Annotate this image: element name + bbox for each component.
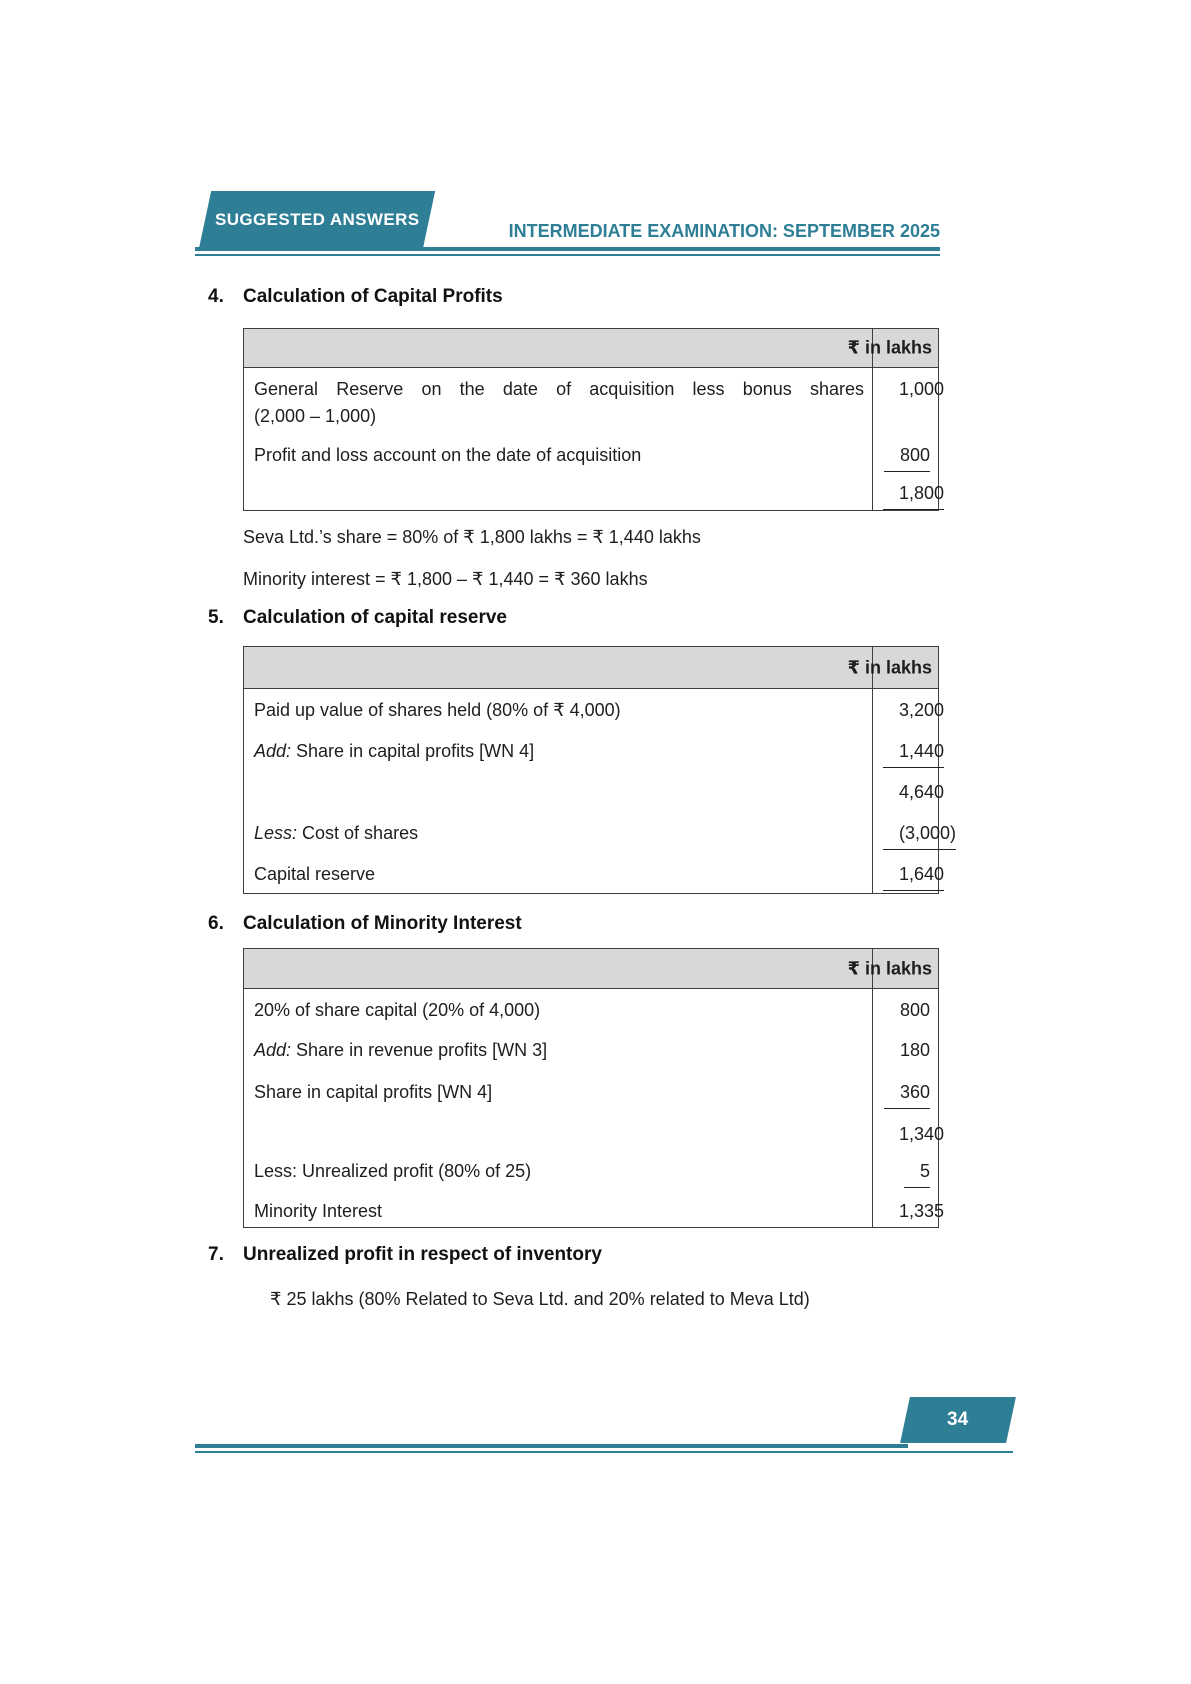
amount-unit-label: ₹ in lakhs [847, 958, 932, 978]
amount-underlined: (3,000) [883, 820, 956, 850]
row-label-text: 20% of share capital (20% of 4,000) [254, 1000, 541, 1020]
amount-underlined: 1,440 [883, 738, 944, 768]
row-label-text: Share in capital profits [WN 4] [296, 740, 535, 761]
table-header-row [244, 949, 939, 989]
amount: 1,000 [899, 379, 945, 399]
amount-underlined: 5 [904, 1158, 930, 1188]
minority-interest-note: Minority interest = ₹ 1,800 – ₹ 1,440 = ₹ 360 lakhs [243, 569, 648, 589]
amount-unit-label: ₹ in lakhs [847, 657, 932, 677]
table-row [244, 1150, 939, 1190]
unrealized-profit-note: ₹ 25 lakhs (80% Related to Seva Ltd. and 20% related to Meva Ltd) [270, 1289, 810, 1309]
amount: 180 [899, 1039, 930, 1060]
footer-rule-thick [195, 1444, 908, 1448]
row-label-text: Minority Interest [254, 1200, 383, 1221]
page-number: 34 [947, 1409, 969, 1430]
row-value [873, 689, 945, 730]
table-row [244, 434, 939, 472]
section-heading-minority-interest [208, 913, 522, 935]
amount: 4,640 [899, 781, 945, 802]
section-heading-unrealized-profit [208, 1244, 602, 1266]
row-label-text: Share in capital profits [WN 4] [254, 1081, 493, 1102]
amount-underlined: 360 [884, 1079, 930, 1109]
row-label [244, 730, 873, 771]
row-label [244, 434, 873, 472]
table-row [244, 1071, 939, 1113]
row-label-text: Capital reserve [254, 863, 376, 884]
table-row-subtotal [244, 1113, 939, 1150]
page-number-badge [900, 1397, 1016, 1443]
row-label [244, 368, 873, 434]
row-label [244, 1190, 873, 1228]
section-title: Calculation of Capital Profits [243, 286, 503, 307]
section-heading-capital-reserve [208, 607, 507, 629]
row-value [873, 989, 939, 1029]
row-label [244, 812, 873, 853]
row-value [873, 812, 957, 853]
row-label-line1: General Reserve on the date of acquisition less bonus shares [254, 379, 864, 399]
row-label-line2: (2,000 – 1,000) [254, 406, 377, 426]
table-row [244, 689, 939, 730]
table-header-row [244, 329, 939, 368]
row-value [873, 1190, 945, 1228]
row-label [244, 1150, 873, 1190]
row-label [244, 989, 873, 1029]
capital-reserve-table [243, 646, 957, 894]
header-cell-amount [847, 647, 939, 689]
row-label-text: Share in revenue profits [WN 3] [296, 1039, 548, 1060]
amount: 800 [899, 1000, 930, 1020]
amount-underlined: 1,640 [883, 861, 944, 891]
row-value [873, 1029, 939, 1071]
row-label-text: Cost of shares [302, 822, 419, 843]
table-row-total [244, 472, 939, 511]
amount-underlined: 1,800 [883, 480, 944, 510]
row-value [873, 1071, 939, 1113]
row-value [873, 730, 945, 771]
row-label [244, 771, 873, 812]
minority-interest-table [243, 948, 945, 1228]
row-value [873, 368, 945, 434]
row-value [873, 771, 945, 812]
table-row-subtotal [244, 771, 939, 812]
footer-rule-thin [195, 1451, 1013, 1453]
row-label [244, 472, 873, 511]
header-rule-thick [195, 247, 940, 251]
seva-share-note: Seva Ltd.’s share = 80% of ₹ 1,800 lakhs = ₹ 1,440 lakhs [243, 527, 701, 547]
section-number: 5. [208, 607, 224, 628]
table-header-row [244, 647, 939, 689]
row-label [244, 1071, 873, 1113]
header-cell-blank [244, 329, 873, 368]
exam-title: INTERMEDIATE EXAMINATION: SEPTEMBER 2025 [508, 221, 940, 241]
amount-unit-label: ₹ in lakhs [847, 337, 932, 358]
section-heading-capital-profits [208, 286, 503, 308]
row-label [244, 1029, 873, 1071]
row-value [873, 853, 945, 894]
section-title: Calculation of capital reserve [243, 607, 507, 628]
capital-profits-table [243, 328, 945, 511]
row-label [244, 1113, 873, 1150]
table-row [244, 730, 939, 771]
section-title: Unrealized profit in respect of inventory [243, 1244, 602, 1265]
table-row [244, 812, 939, 853]
amount: 3,200 [899, 700, 945, 720]
header-cell-blank [244, 949, 873, 989]
row-label-prefix: Less: [254, 822, 298, 843]
section-number: 4. [208, 286, 224, 307]
amount: 1,340 [899, 1123, 945, 1144]
row-label-text: Paid up value of shares held (80% of ₹ 4,000) [254, 700, 621, 720]
amount: 1,335 [899, 1200, 945, 1221]
table-row-total [244, 853, 939, 894]
row-label-text: Less: Unrealized profit (80% of 25) [254, 1160, 532, 1181]
row-value [873, 1113, 945, 1150]
header-cell-amount [847, 949, 939, 989]
table-row [244, 1029, 939, 1071]
row-label-prefix: Add: [254, 1039, 292, 1060]
table-row [244, 989, 939, 1029]
section-number: 7. [208, 1244, 224, 1265]
table-row [244, 368, 939, 434]
row-value [873, 472, 945, 511]
row-value [873, 434, 939, 472]
header-rule-thin [195, 254, 940, 256]
header-cell-amount [847, 329, 939, 368]
row-label-text: Profit and loss account on the date of acquisition [254, 444, 642, 465]
amount-underlined: 800 [884, 442, 930, 472]
suggested-answers-banner [199, 191, 435, 249]
section-number: 6. [208, 913, 224, 934]
row-value [873, 1150, 939, 1190]
section-title: Calculation of Minority Interest [243, 913, 522, 934]
row-label [244, 689, 873, 730]
header-cell-blank [244, 647, 873, 689]
row-label-prefix: Add: [254, 740, 292, 761]
banner-label: SUGGESTED ANSWERS [214, 210, 420, 229]
table-row-total [244, 1190, 939, 1228]
row-label [244, 853, 873, 894]
